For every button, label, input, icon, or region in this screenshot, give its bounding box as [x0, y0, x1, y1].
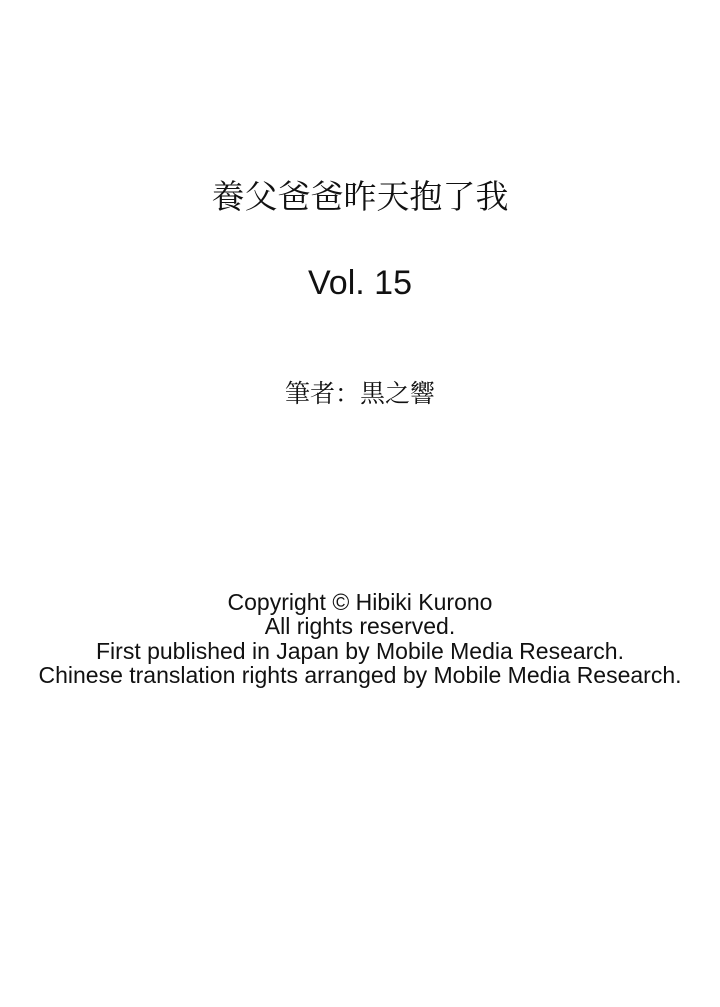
copyright-block — [0, 590, 720, 687]
series-title: 養父爸爸昨天抱了我 — [211, 178, 509, 215]
copyright-line-publisher: First published in Japan by Mobile Media Research. — [96, 637, 624, 664]
copyright-line-translation: Chinese translation rights arranged by Mobile Media Research. — [38, 661, 682, 688]
volume-label: Vol. 15 — [308, 264, 412, 302]
copyright-line-rights: All rights reserved. — [264, 613, 456, 640]
copyright-line-holder: Copyright © Hibiki Kurono — [227, 589, 493, 615]
author-line: 筆者：黒之響 — [284, 380, 435, 408]
